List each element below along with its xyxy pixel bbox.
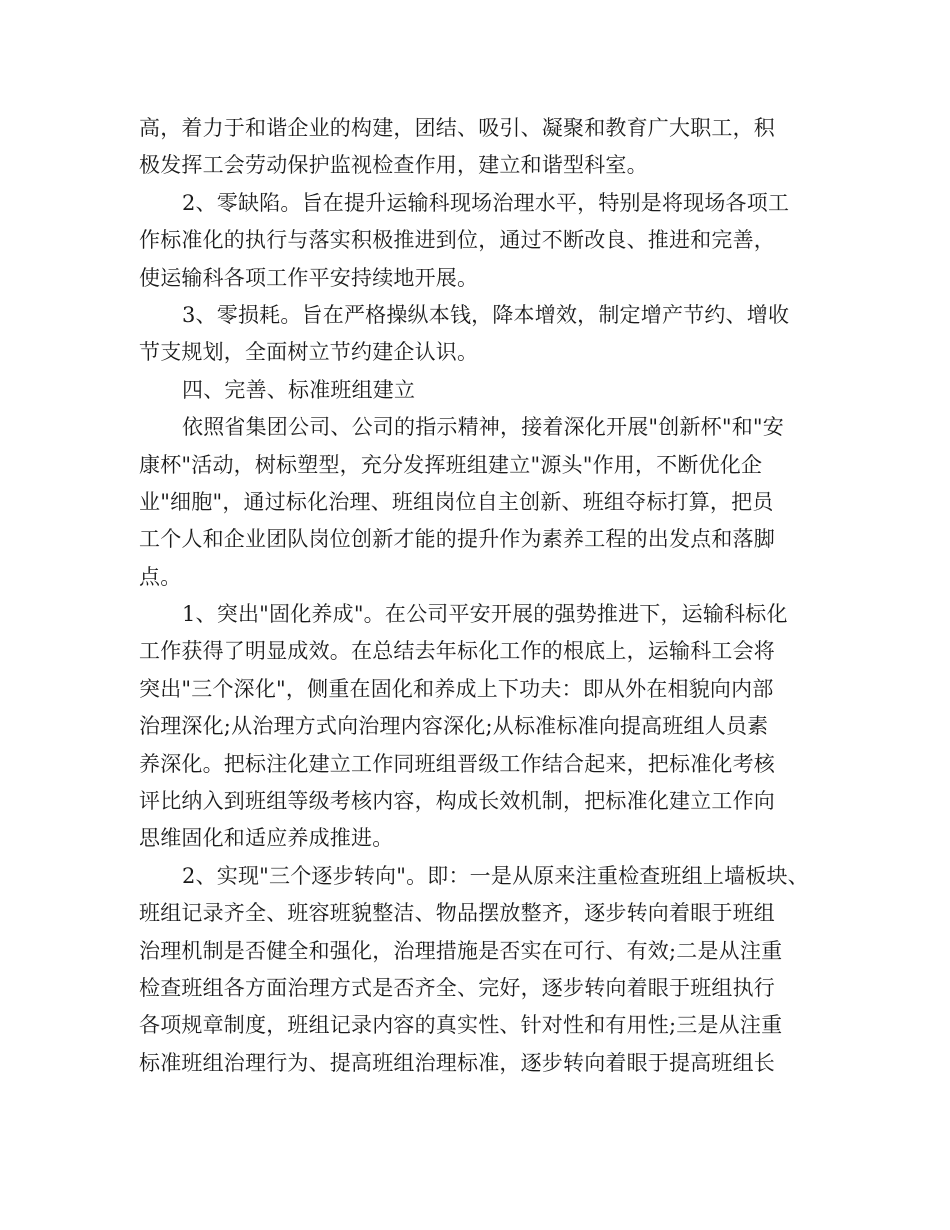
paragraph-p5	[139, 409, 821, 596]
text-line: 治理深化;从治理方式向治理内容深化;从标准标准向提高班组人员素	[139, 714, 769, 739]
paragraph-p7	[139, 858, 821, 1082]
text-line: 2、实现"三个逐步转向"。即：一是从原来注重检查班组上墙板块、	[182, 863, 809, 888]
text-line: 使运输科各项工作平安持续地开展。	[139, 265, 479, 290]
text-line: 评比纳入到班组等级考核内容，构成长效机制，把标准化建立工作向	[139, 789, 775, 814]
text-line: 班组记录齐全、班容班貌整洁、物品摆放整齐，逐步转向着眼于班组	[139, 901, 775, 926]
text-line: 检查班组各方面治理方式是否齐全、完好，逐步转向着眼于班组执行	[139, 975, 775, 1000]
text-line: 极发挥工会劳动保护监视检查作用，建立和谐型科室。	[139, 153, 648, 178]
text-line: 2、零缺陷。旨在提升运输科现场治理水平，特别是将现场各项工	[182, 190, 790, 215]
text-line: 作标准化的执行与落实积极推进到位，通过不断改良、推进和完善，	[139, 228, 775, 253]
text-line: 业"细胞"，通过标化治理、班组岗位自主创新、班组夺标打算，把员	[139, 489, 774, 514]
text-line: 标准班组治理行为、提高班组治理标准，逐步转向着眼于提高班组长	[139, 1050, 775, 1075]
paragraph-p4	[139, 372, 821, 409]
text-line: 1、突出"固化养成"。在公司平安开展的强势推进下，运输科标化	[182, 602, 788, 627]
text-line: 四、完善、标准班组建立	[182, 377, 416, 402]
text-line: 工作获得了明显成效。在总结去年标化工作的根底上，运输科工会将	[139, 639, 775, 664]
text-line: 依照省集团公司、公司的指示精神，接着深化开展"创新杯"和"安	[182, 415, 784, 440]
text-line: 节支规划，全面树立节约建企认识。	[139, 340, 479, 365]
text-line: 突出"三个深化"，侧重在固化和养成上下功夫：即从外在相貌向内部	[139, 676, 774, 701]
paragraph-p3	[139, 297, 821, 372]
text-line: 康杯"活动，树标塑型，充分发挥班组建立"源头"作用，不断优化企	[139, 452, 763, 477]
text-line: 高，着力于和谐企业的构建，团结、吸引、凝聚和教育广大职工，积	[139, 116, 775, 140]
document-body	[139, 110, 821, 1082]
text-line: 养深化。把标注化建立工作同班组晋级工作结合起来，把标准化考核	[139, 751, 775, 776]
paragraph-p6	[139, 596, 821, 858]
text-line: 治理机制是否健全和强化，治理措施是否实在可行、有效;二是从注重	[139, 938, 783, 963]
text-line: 3、零损耗。旨在严格操纵本钱，降本增效，制定增产节约、增收	[182, 302, 790, 327]
paragraph-p2	[139, 185, 821, 297]
text-line: 各项规章制度，班组记录内容的真实性、针对性和有用性;三是从注重	[139, 1013, 783, 1038]
text-line: 思维固化和适应养成推进。	[139, 826, 394, 851]
paragraph-p1	[139, 110, 821, 185]
text-line: 点。	[139, 564, 182, 589]
text-line: 工个人和企业团队岗位创新才能的提升作为素养工程的出发点和落脚	[139, 527, 775, 552]
